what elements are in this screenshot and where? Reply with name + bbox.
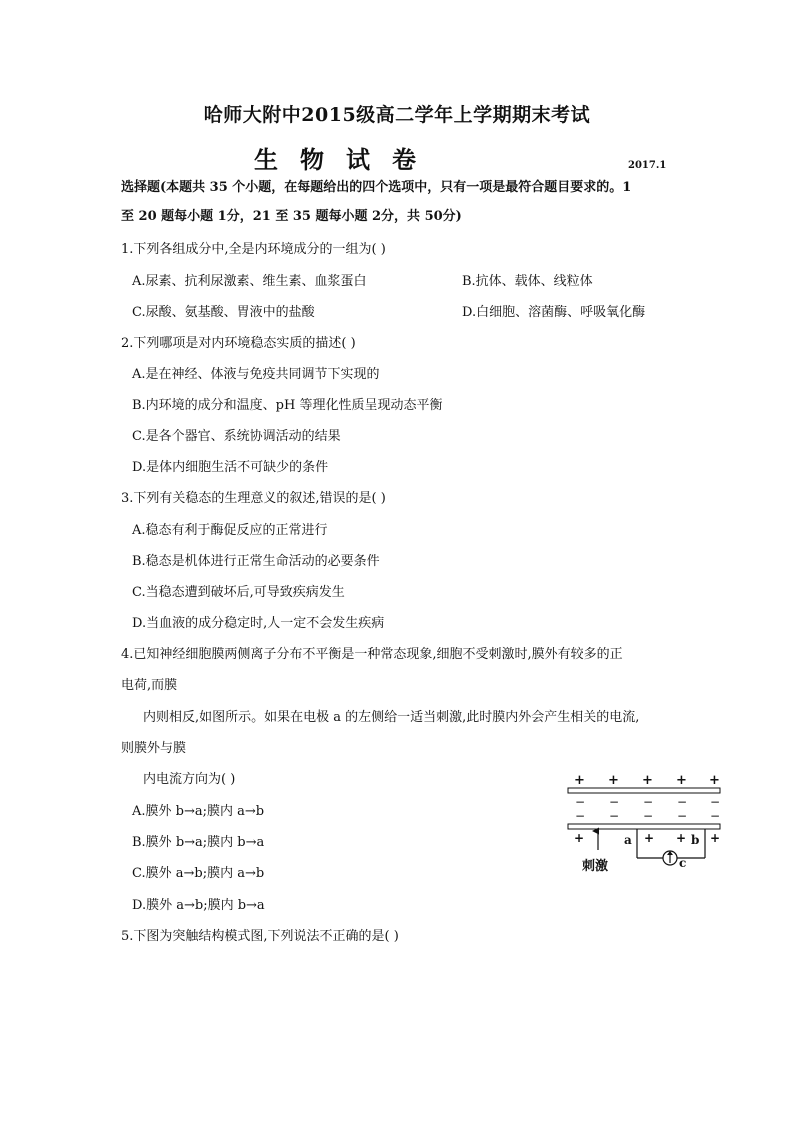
question-2-stem: 2.下列哪项是对内环境稳态实质的描述( ): [121, 336, 356, 351]
question-4-stem-line-3: 内则相反,如图所示。如果在电极 a 的左侧给一适当刺激,此时膜内外会产生相关的电流,: [143, 710, 640, 725]
section-intro-line-2: 至 20 题每小题 1分，21 至 35 题每小题 2分，共 50分): [121, 209, 462, 224]
question-3-option-a: A.稳态有利于酶促反应的正常进行: [132, 523, 328, 538]
question-4-option-b: B.膜外 b→a;膜内 b→a: [132, 835, 265, 850]
nerve-membrane-diagram: [560, 770, 730, 880]
question-2-option-d: D.是体内细胞生活不可缺少的条件: [132, 460, 329, 475]
question-1-option-b: B.抗体、载体、线粒体: [462, 274, 593, 289]
outer-bottom-plus-2: +: [644, 831, 655, 845]
question-3-option-d: D.当血液的成分稳定时,人一定不会发生疾病: [132, 616, 385, 631]
question-4-stem-line-2: 电荷,而膜: [121, 678, 178, 693]
question-4-option-c: C.膜外 a→b;膜内 a→b: [132, 866, 265, 881]
outer-top-plus-1: +: [574, 773, 585, 788]
outer-bottom-plus-3: +: [676, 831, 687, 845]
label-a: a: [624, 833, 632, 847]
inner-minus-4: −: [677, 795, 688, 809]
question-1-option-c: C.尿酸、氨基酸、胃液中的盐酸: [132, 305, 315, 320]
question-4-stem-line-4: 则膜外与膜: [121, 741, 187, 756]
inner-minus-9: −: [677, 809, 688, 823]
question-1-option-d: D.白细胞、溶菌酶、呼吸氧化酶: [462, 305, 646, 320]
exam-date: 2017.1: [628, 160, 667, 171]
stimulus-label: 刺激: [582, 859, 609, 874]
question-2-option-c: C.是各个器官、系统协调活动的结果: [132, 429, 341, 444]
inner-minus-8: −: [643, 809, 654, 823]
question-4-stem-line-5: 内电流方向为( ): [143, 772, 236, 787]
question-1-stem: 1.下列各组成分中,全是内环境成分的一组为( ): [121, 242, 386, 257]
label-c: c: [679, 856, 687, 870]
question-3-option-b: B.稳态是机体进行正常生命活动的必要条件: [132, 554, 380, 569]
question-4-option-d: D.膜外 a→b;膜内 b→a: [132, 898, 265, 913]
outer-top-plus-4: +: [676, 773, 687, 788]
page-title: 哈师大附中2015级高二学年上学期期末考试: [203, 104, 591, 126]
question-3-option-c: C.当稳态遭到破坏后,可导致疾病发生: [132, 585, 345, 600]
question-2-option-b: B.内环境的成分和温度、pH 等理化性质呈现动态平衡: [132, 398, 443, 413]
membrane-top: [568, 788, 720, 793]
outer-top-plus-5: +: [709, 773, 720, 788]
outer-top-plus-3: +: [642, 773, 653, 788]
membrane-bottom: [568, 824, 720, 829]
section-intro-line-1: 选择题(本题共 35 个小题，在每题给出的四个选项中，只有一项是最符合题目要求的。1: [121, 180, 632, 195]
subject-title: 生物试卷: [254, 145, 438, 174]
question-1-option-a: A.尿素、抗利尿激素、维生素、血浆蛋白: [132, 274, 367, 289]
inner-minus-10: −: [710, 809, 721, 823]
question-4-stem-line-1: 4.已知神经细胞膜两侧离子分布不平衡是一种常态现象,细胞不受刺激时,膜外有较多的正: [121, 647, 623, 662]
question-4-option-a: A.膜外 b→a;膜内 a→b: [132, 804, 265, 819]
question-3-stem: 3.下列有关稳态的生理意义的叙述,错误的是( ): [121, 491, 386, 506]
inner-minus-7: −: [609, 809, 620, 823]
label-b: b: [691, 833, 700, 847]
inner-minus-2: −: [609, 795, 620, 809]
outer-bottom-plus-1: +: [574, 831, 585, 845]
inner-minus-1: −: [575, 795, 586, 809]
outer-top-plus-2: +: [608, 773, 619, 788]
inner-minus-5: −: [710, 795, 721, 809]
question-5-stem: 5.下图为突触结构模式图,下列说法不正确的是( ): [121, 929, 399, 944]
outer-bottom-plus-4: +: [710, 831, 721, 845]
inner-minus-3: −: [643, 795, 654, 809]
inner-minus-6: −: [575, 809, 586, 823]
question-2-option-a: A.是在神经、体液与免疫共同调节下实现的: [132, 367, 380, 382]
